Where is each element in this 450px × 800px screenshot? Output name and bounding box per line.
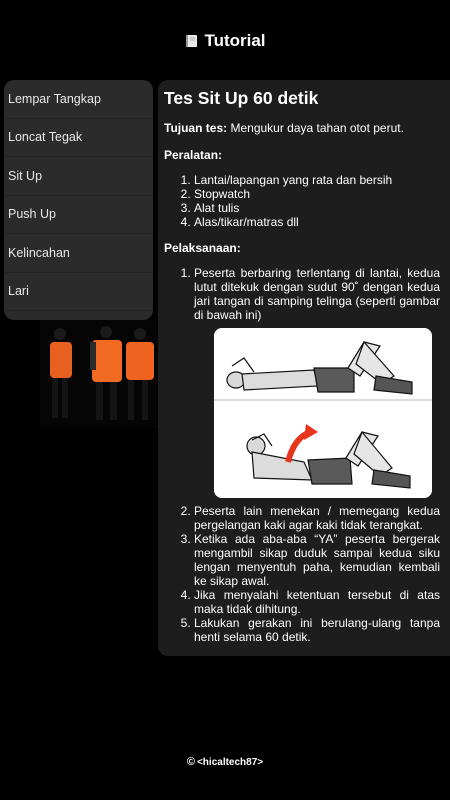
goal-paragraph [164,121,442,136]
tutorial-content [158,80,450,656]
procedure-steps-list [164,266,442,322]
sidebar-item-lempar-tangkap[interactable]: Lempar Tangkap [4,80,153,119]
list-item: 2. Stopwatch [194,187,442,201]
footer-credit: <hicaltech87> [196,756,264,768]
footer [0,756,450,768]
book-icon [184,33,200,49]
sidebar-item-sit-up[interactable]: Sit Up [4,157,153,196]
sidebar-item-kelincahan[interactable]: Kelincahan [4,234,153,273]
content-title: Tes Sit Up 60 detik [164,88,319,108]
sit-up-illustration [214,328,432,498]
sidebar-menu [4,80,153,320]
page-title: Tutorial [204,31,266,50]
equipment-section [164,148,442,229]
list-item: 4. Alas/tikar/matras dll [194,215,442,229]
procedure-section [164,241,442,644]
list-item: 5. Lakukan gerakan ini berulang-ulang tanpa henti selama 60 detik. [194,616,440,644]
equipment-label: Peralatan: [164,148,223,162]
goal-label: Tujuan tes: [164,121,228,135]
procedure-steps-list-continued [164,504,442,644]
app-header [0,28,450,54]
list-item: 4. Jika menyalahi ketentuan tersebut di atas maka tidak dihitung. [194,588,440,616]
copyright-icon: © [186,756,195,768]
equipment-list [164,173,442,229]
list-item: 3. Ketika ada aba-aba “YA” peserta bergerak mengambil sikap duduk sampai kedua siku lengan menyentuh paha, kemudian kembali ke sikap awal. [194,532,440,588]
list-item: 3. Alat tulis [194,201,442,215]
list-item: 2. Peserta lain menekan / memegang kedua pergelangan kaki agar kaki tidak terangkat. [194,504,440,532]
list-item: 1. Peserta berbaring terlentang di lantai, kedua lutut ditekuk dengan sudut 90˚ dengan kedua jari tangan di samping telinga (seperti gambar di bawah ini) [194,266,440,322]
sidebar-item-loncat-tegak[interactable]: Loncat Tegak [4,119,153,158]
goal-section [164,121,442,136]
procedure-label: Pelaksanaan: [164,241,241,255]
sidebar-item-push-up[interactable]: Push Up [4,196,153,235]
sidebar-item-lari[interactable]: Lari [4,273,153,312]
background-athletes-photo [40,320,158,428]
goal-text: Mengukur daya tahan otot perut. [230,121,404,135]
list-item: 1. Lantai/lapangan yang rata dan bersih [194,173,442,187]
